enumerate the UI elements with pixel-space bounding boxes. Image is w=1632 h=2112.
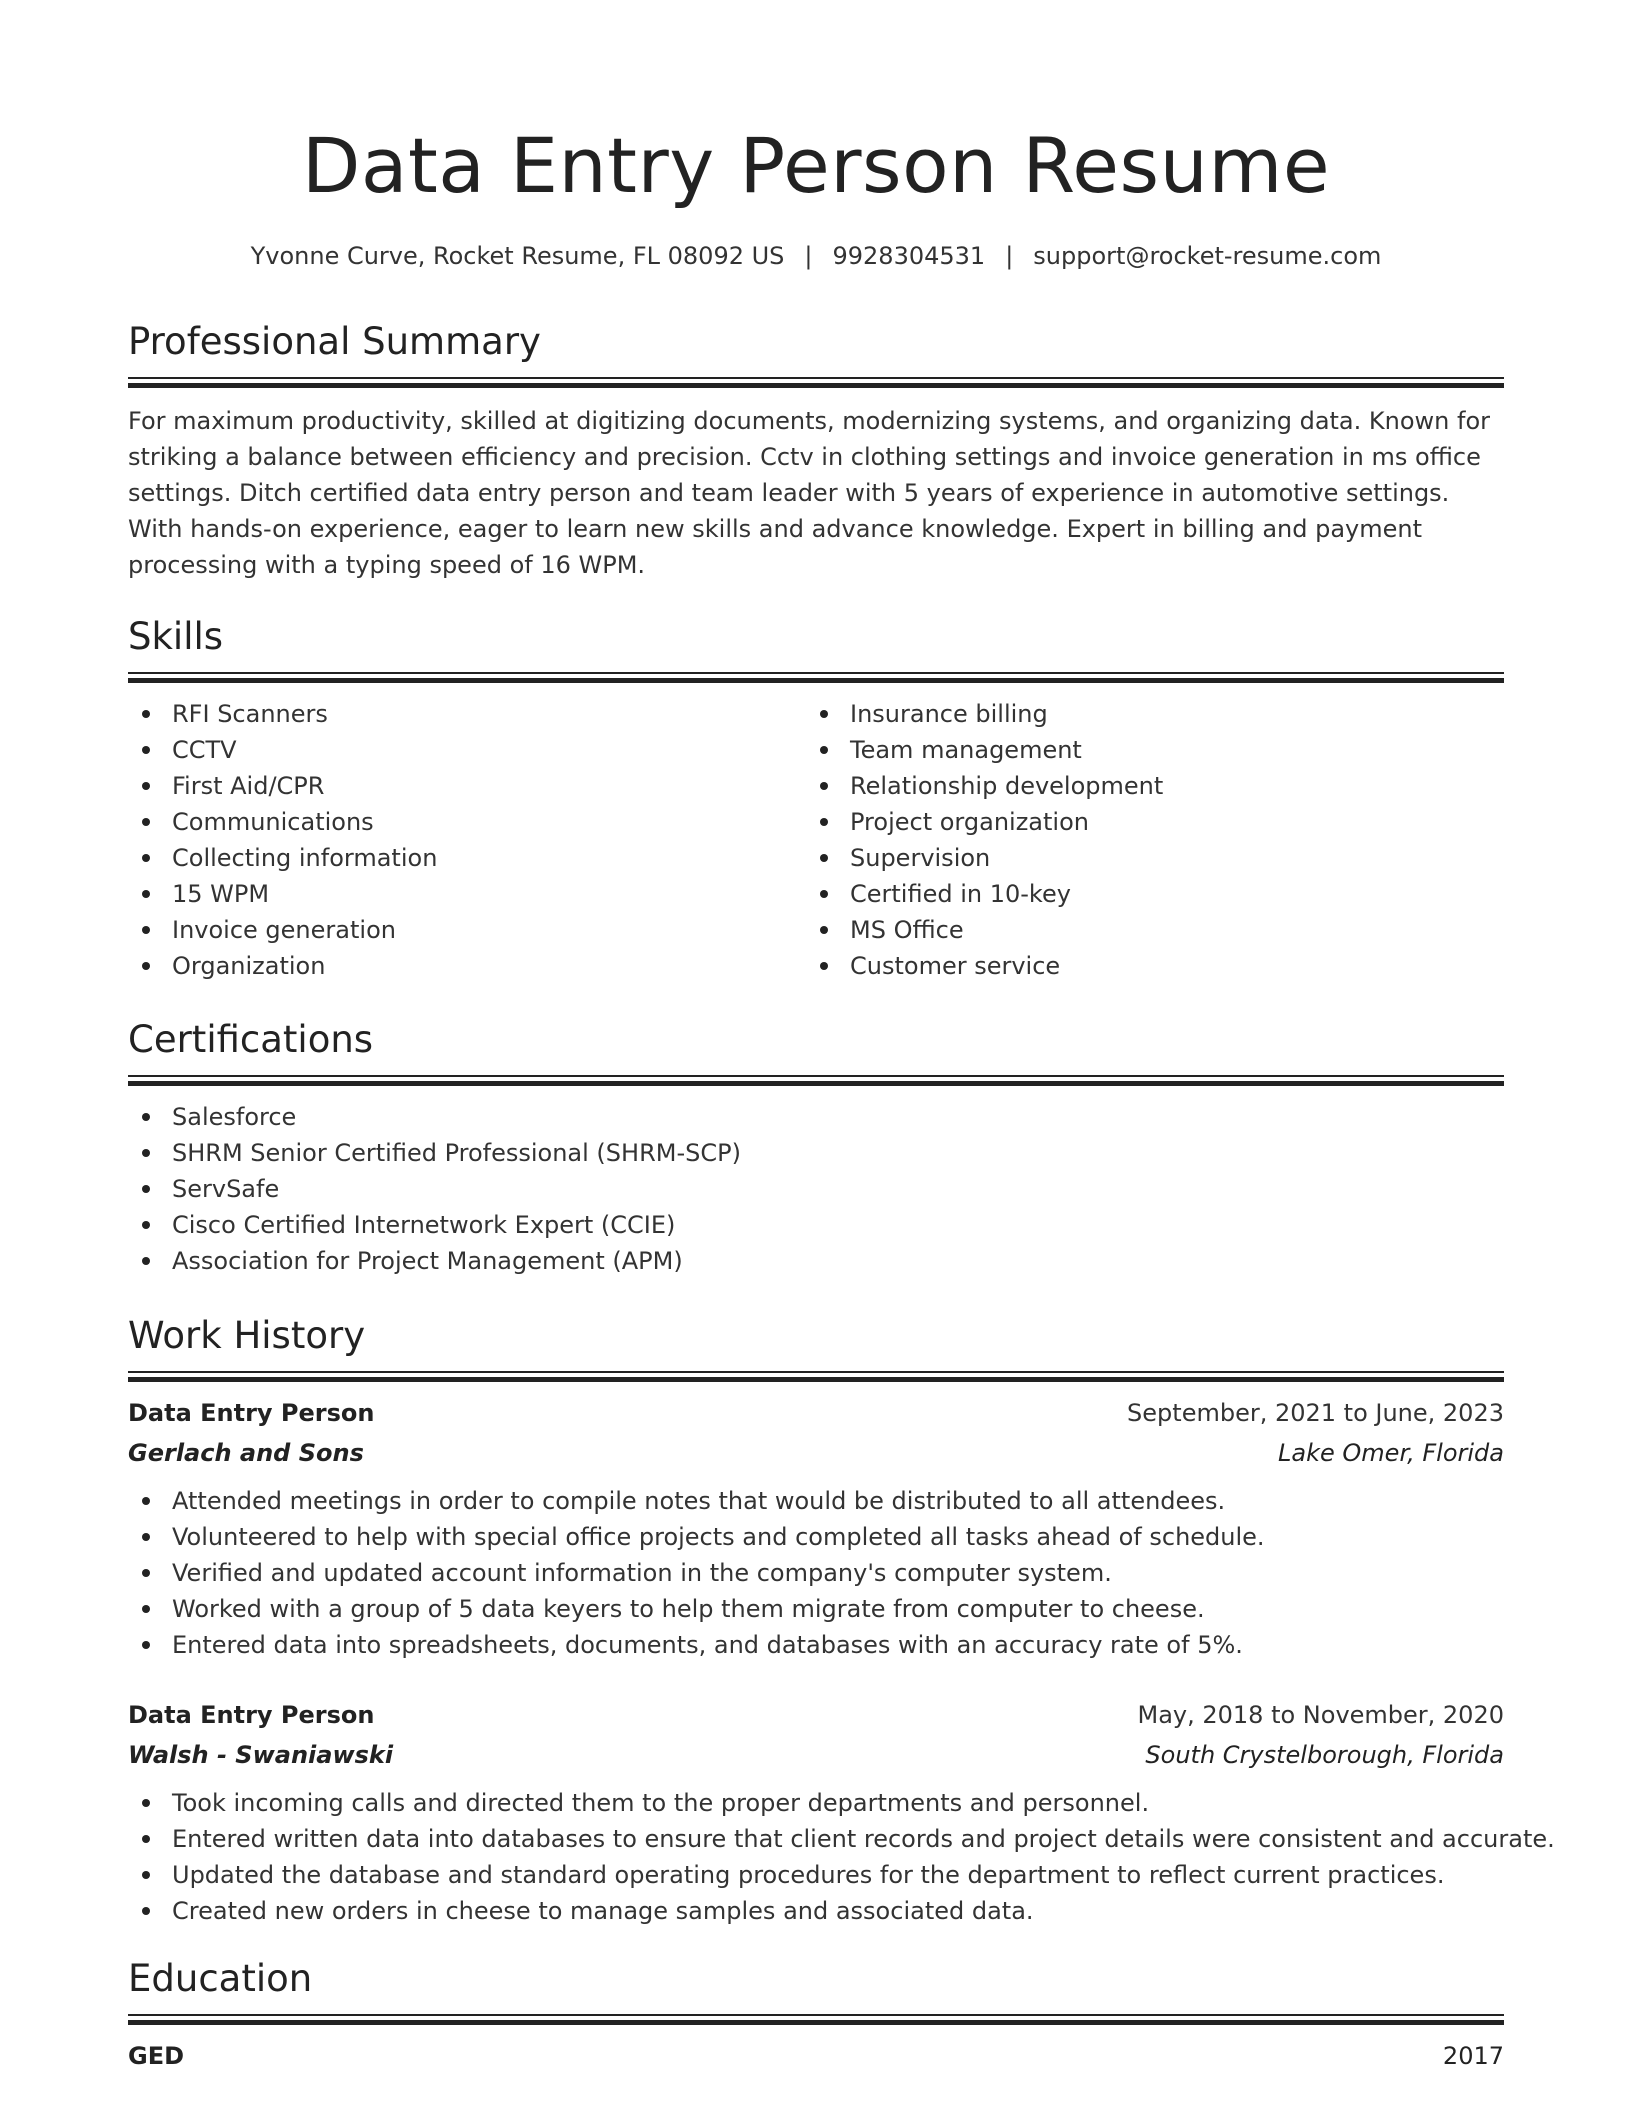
job-bullet: Took incoming calls and directed them to the proper departments and personnel. [128, 1785, 1504, 1821]
certifications-list [128, 1099, 1504, 1279]
job-bullet: Updated the database and standard operating procedures for the department to reflect current practices. [128, 1857, 1504, 1893]
page-title: Data Entry Person Resume [301, 121, 1331, 210]
job-location: Lake Omer, Florida [1278, 1439, 1504, 1467]
section-heading: Skills [128, 615, 224, 658]
contact-separator: | [804, 242, 813, 270]
skills-list-left [128, 696, 806, 984]
section-divider [128, 2014, 1504, 2024]
skill-item: Supervision [806, 840, 1484, 876]
skill-item: Organization [128, 948, 806, 984]
contact-phone: 9928304531 [832, 242, 986, 270]
certification-item: Salesforce [128, 1099, 1504, 1135]
contact-email[interactable]: support@rocket-resume.com [1033, 242, 1382, 270]
contact-line [128, 238, 1504, 274]
skill-item: Invoice generation [128, 912, 806, 948]
certification-item: SHRM Senior Certified Professional (SHRM-SCP) [128, 1135, 1504, 1171]
job-bullet: Verified and updated account information in the company's computer system. [128, 1555, 1504, 1591]
contact-separator: | [1005, 242, 1014, 270]
job-company: Walsh - Swaniawski [128, 1741, 394, 1769]
summary-section [128, 317, 1504, 583]
job-entry [128, 1695, 1555, 1929]
job-bullet: Worked with a group of 5 data keyers to help them migrate from computer to cheese. [128, 1591, 1504, 1627]
skill-item: Project organization [806, 804, 1484, 840]
job-entry [128, 1393, 1504, 1663]
certification-item: Association for Project Management (APM) [128, 1243, 1504, 1279]
skill-item: Insurance billing [806, 696, 1484, 732]
education-degree: GED [128, 2042, 185, 2070]
job-location: South Crystelborough, Florida [1145, 1741, 1504, 1769]
job-subheader [128, 1433, 1504, 1473]
job-bullet: Created new orders in cheese to manage samples and associated data. [128, 1893, 1504, 1929]
skill-item: Relationship development [806, 768, 1484, 804]
education-year: 2017 [1442, 2042, 1504, 2070]
work-history-section [128, 1311, 1555, 1929]
job-bullet: Attended meetings in order to compile notes that would be distributed to all attendees. [128, 1483, 1504, 1519]
skill-item: Customer service [806, 948, 1484, 984]
certification-item: ServSafe [128, 1171, 1504, 1207]
job-dates: May, 2018 to November, 2020 [1137, 1701, 1504, 1729]
skill-item: Certified in 10-key [806, 876, 1484, 912]
job-bullet: Volunteered to help with special office projects and completed all tasks ahead of schedule. [128, 1519, 1504, 1555]
summary-text: For maximum productivity, skilled at digitizing documents, modernizing systems, and organizing data. Known for striking a balance between efficiency and precision. Cctv in clothing settings and invoice generation in ms office settings. Ditch certified data entry person and team leader with 5 years of experience in automotive settings. With hands-on experience, eager to learn new skills and advance knowledge. Expert in billing and payment processing with a typing speed of 16 WPM. [128, 407, 1490, 579]
skill-item: First Aid/CPR [128, 768, 806, 804]
contact-address: Yvonne Curve, Rocket Resume, FL 08092 US [250, 242, 785, 270]
job-title: Data Entry Person [128, 1399, 375, 1427]
skill-item: RFI Scanners [128, 696, 806, 732]
section-divider [128, 1075, 1504, 1085]
section-divider [128, 672, 1504, 682]
job-bullet: Entered written data into databases to ensure that client records and project details were consistent and accurate. [128, 1821, 1504, 1857]
skill-item: MS Office [806, 912, 1484, 948]
section-heading: Work History [128, 1314, 366, 1357]
job-bullets [128, 1785, 1555, 1929]
skill-item: CCTV [128, 732, 806, 768]
job-header [128, 1393, 1504, 1433]
section-heading: Professional Summary [128, 320, 541, 363]
skills-columns [128, 682, 1504, 984]
job-company: Gerlach and Sons [128, 1439, 364, 1467]
certifications-section [128, 1015, 1504, 1279]
skill-item: Collecting information [128, 840, 806, 876]
section-heading: Certifications [128, 1018, 374, 1061]
skills-section [128, 612, 1504, 984]
skill-item: 15 WPM [128, 876, 806, 912]
education-section [128, 1954, 1504, 2076]
section-heading: Education [128, 1957, 313, 2000]
section-divider [128, 1371, 1504, 1381]
skills-list-right [806, 696, 1484, 984]
certification-item: Cisco Certified Internetwork Expert (CCIE) [128, 1207, 1504, 1243]
job-title: Data Entry Person [128, 1701, 375, 1729]
skill-item: Team management [806, 732, 1484, 768]
job-header [128, 1695, 1504, 1735]
job-bullets [128, 1483, 1504, 1663]
education-entry [128, 2036, 1504, 2076]
job-dates: September, 2021 to June, 2023 [1127, 1399, 1504, 1427]
job-bullet: Entered data into spreadsheets, documents, and databases with an accuracy rate of 5%. [128, 1627, 1504, 1663]
section-divider [128, 377, 1504, 387]
skill-item: Communications [128, 804, 806, 840]
job-subheader [128, 1735, 1504, 1775]
